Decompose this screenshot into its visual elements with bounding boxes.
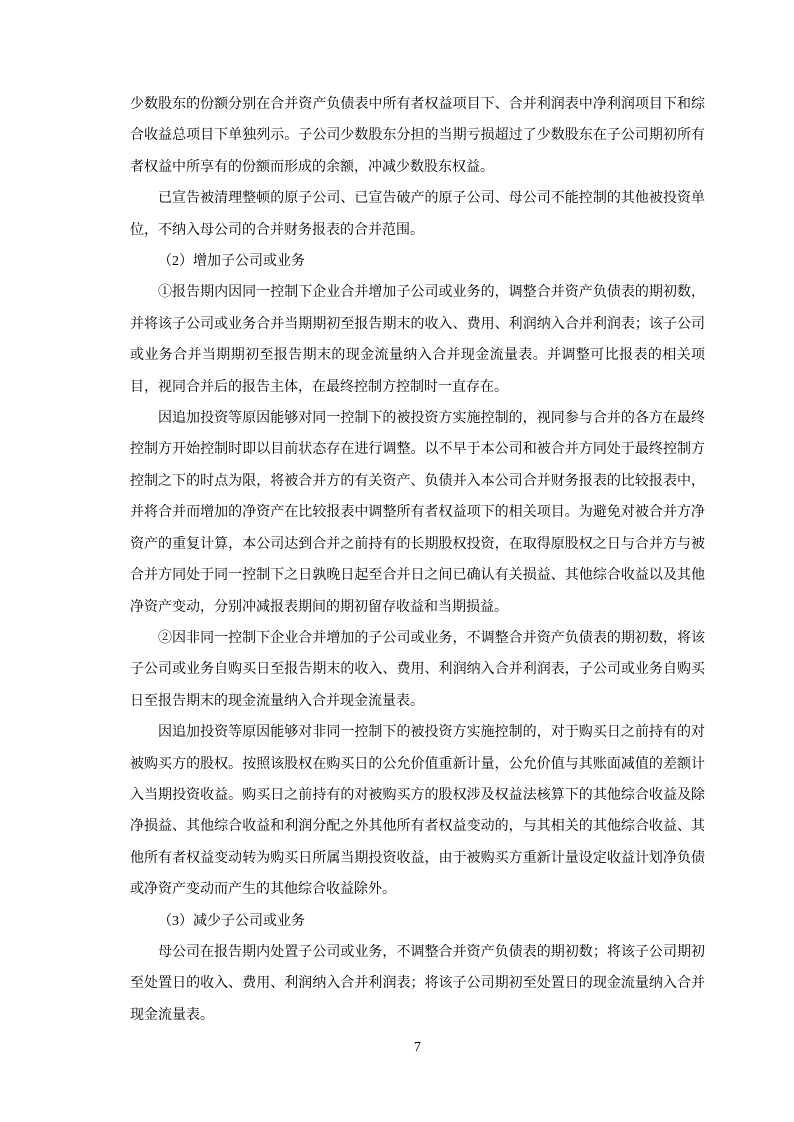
heading-reduce-subsidiary-or-business: （3）减少子公司或业务 (158, 913, 305, 929)
paragraph-same-control-merger: ①报告期内因同一控制下企业合并增加子公司或业务的，调整合并资产负债表的期初数，并将该子公司或业务合并当期期初至报告期末的收入、费用、利润纳入合并利润表；该子公司或业务合并当期期初至报告期末的现金流量纳入合并现金流量表。并调整可比报表的相关项目，视同合并后的报告主体，在最终控制方控制时一直存在。 (130, 285, 705, 395)
paragraph-minority-interest-continuation: 少数股东的份额分别在合并资产负债表中所有者权益项目下、合并利润表中净利润项目下和综合收益总项目下单独列示。子公司少数股东分担的当期亏损超过了少数股东在子公司期初所有者权益中所享有的份额而形成的余额，冲减少数股东权益。 (130, 97, 705, 175)
heading-add-subsidiary-or-business: （2）增加子公司或业务 (158, 254, 305, 270)
paragraph-excluded-subsidiaries: 已宣告被清理整顿的原子公司、已宣告破产的原子公司、母公司不能控制的其他被投资单位，不纳入母公司的合并财务报表的合并范围。 (130, 191, 705, 238)
paragraph-additional-investment-non-same-control: 因追加投资等原因能够对非同一控制下的被投资方实施控制的，对于购买日之前持有的对被购买方的股权。按照该股权在购买日的公允价值重新计量，公允价值与其账面减值的差额计入当期投资收益。购买日之前持有的对被购买方的股权涉及权益法核算下的其他综合收益及除净损益、其他综合收益和利润分配之外其他所有者权益变动的，与其相关的其他综合收益、其他所有者权益变动转为购买日所属当期投资收益，由于被购买方重新计量设定收益计划净负债或净资产变动而产生的其他综合收益除外。 (130, 725, 705, 898)
paragraph-non-same-control-merger: ②因非同一控制下企业合并增加的子公司或业务，不调整合并资产负债表的期初数，将该子公司或业务自购买日至报告期末的收入、费用、利润纳入合并利润表，子公司或业务自购买日至报告期末的现金流量纳入合并现金流量表。 (130, 630, 705, 709)
paragraph-disposal-of-subsidiary: 母公司在报告期内处置子公司或业务，不调整合并资产负债表的期初数；将该子公司期初至处置日的收入、费用、利润纳入合并利润表；将该子公司期初至处置日的现金流量纳入合并现金流量表。 (130, 944, 705, 1023)
page-number: 7 (414, 1040, 421, 1055)
paragraph-additional-investment-same-control: 因追加投资等原因能够对同一控制下的被投资方实施控制的，视同参与合并的各方在最终控制方开始控制时即以目前状态存在进行调整。以不早于本公司和被合并方同处于最终控制方控制之下的时点为限，将被合并方的有关资产、负债并入本公司合并财务报表的比较报表中，并将合并而增加的净资产在比较报表中调整所有者权益项下的相关项目。为避免对被合并方净资产的重复计算，本公司达到合并之前持有的长期股权投资，在取得原股权之日与合并方与被合并方同处于同一控制下之日孰晚日起至合并日之间已确认有关损益、其他综合收益以及其他净资产变动，分别冲减报表期间的期初留存收益和当期损益。 (130, 411, 705, 615)
document-body (130, 89, 705, 1031)
